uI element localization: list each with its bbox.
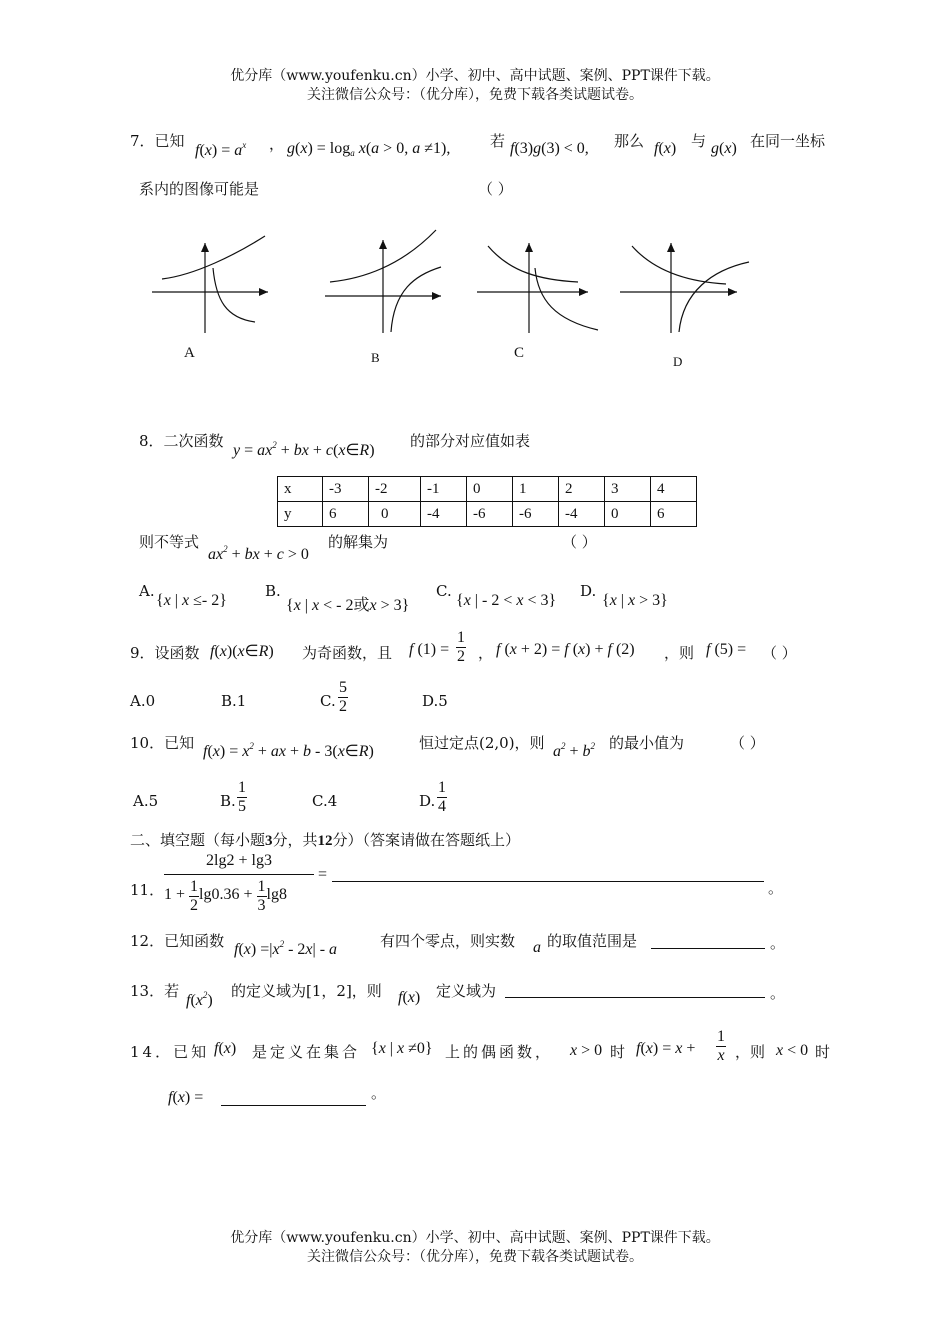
q8-option-d-label: D. [580,582,597,600]
q10-option-c: C.4 [312,792,338,810]
q10-desc2: 的最小值为 [609,734,685,752]
q13-fx: f(x) [398,989,421,1006]
q7-answer-paren: （ ） [478,180,513,198]
q7-fx: f(x) [654,140,677,157]
q9-f5: f (5) = [706,641,747,658]
q9-option-d: D.5 [422,692,448,710]
q10-number: 10．已知 [130,734,195,752]
graph-d-log-curve [679,262,749,332]
table-cell: -1 [421,477,467,502]
table-cell: -3 [323,477,369,502]
q9-desc: 为奇函数，且 [302,644,393,662]
q13-answer-blank[interactable] [505,983,765,998]
graph-a [152,236,268,333]
q10-option-d-frac: $\frac{1}{4}$ [438,779,446,815]
header-line-1: 优分库（www.youfenku.cn）小学、初中、高中试题、案例、PPT课件下载。 [230,68,720,84]
q12-desc: 有四个零点，则实数 [380,932,516,950]
q9-number: 9．设函数 [130,644,200,662]
q11-equals: = [318,866,328,883]
q14-xneg: x < 0 [776,1042,809,1059]
q9-comma: ， [478,644,494,662]
q7-line2: 系内的图像可能是 [139,180,260,198]
footer-line-1: 优分库（www.youfenku.cn）小学、初中、高中试题、案例、PPT课件下载。 [230,1230,720,1246]
q10-function: $f(x) = x^2$ + ax + b - 3(x∈R) [203,741,374,760]
q8-option-a: {x | x ≤- 2} [156,592,227,609]
q9-option-a: A.0 [130,692,156,710]
graph-d-exp-curve [632,246,726,284]
q13-desc: 的定义域为[1，2]，则 [231,982,382,1000]
q7-name: 那么 [614,132,645,150]
table-cell: 3 [605,477,651,502]
section2-title: 二、填空题（每小题3分，共12分）（答案请做在答题纸上） [130,831,521,849]
q13-desc2: 定义域为 [436,982,497,1000]
q11-number: 11． [130,881,165,899]
table-header-x: x [278,477,323,502]
table-cell: -6 [467,502,513,527]
q12-number: 12．已知函数 [130,932,225,950]
table-cell: 2 [559,477,605,502]
q14-def: f(x) = x + [636,1040,696,1057]
q8-inequality: $ax^2$ + bx + c > 0 [208,544,309,563]
q7-condition: f(3)g(3) < 0, [510,140,589,157]
table-cell: 6 [323,502,369,527]
q9-f1: f (1) = [409,641,450,658]
q11-answer-blank[interactable] [332,867,764,882]
q14-set: {x | x ≠0} [371,1040,433,1057]
q14-end: 。 [371,1084,387,1102]
table-header-y: y [278,502,323,527]
q10-option-b-frac: $\frac{1}{5}$ [238,779,246,815]
table-cell: -2 [369,477,421,502]
q10-desc: 恒过定点(2,0)，则 [419,734,545,752]
q12-a: a [533,939,541,956]
graph-c-label: C [514,345,525,361]
table-cell: 1 [513,477,559,502]
table-cell: -4 [421,502,467,527]
q8-option-c: {x | - 2 < x < 3} [456,592,557,609]
graph-b-log-curve [391,267,441,332]
q8-line2-tail: 的解集为 [328,533,389,551]
q10-option-a: A.5 [133,792,159,810]
graph-b [325,230,441,333]
q7-tail: 在同一坐标 [750,132,826,150]
graph-c-exp-curve [488,246,578,282]
q13-fx2: $f(x^2)$ [186,990,213,1009]
q14-number: 14．已知 [130,1043,210,1061]
q9-ze: ，则 [664,644,695,662]
q10-answer-paren: （ ） [730,734,765,752]
q14-answer-fx: f(x) = [168,1089,204,1106]
q14-answer-blank[interactable] [221,1091,366,1106]
q8-answer-paren: （ ） [562,533,597,551]
q9-option-c-label: C. [320,692,336,710]
q14-desc2: 上的偶函数， [445,1043,554,1061]
graph-c [477,243,598,333]
q8-option-c-label: C. [436,582,452,600]
graph-d [620,243,749,333]
q8-number: 8．二次函数 [139,432,224,450]
table-cell: 0 [605,502,651,527]
q14-desc: 是定义在集合 [252,1043,361,1061]
q9-option-c-frac: $\frac{5}{2}$ [339,679,347,715]
q14-ze: ，则 [735,1043,766,1061]
q7-f-def: $f(x) = a^x$ [195,140,247,159]
q13-end: 。 [770,984,786,1002]
q11-denominator: 1 + $\frac{1}{2}$ lg0.36 + $\frac{1}{3}$ lg8 [164,878,287,914]
graph-a-label: A [184,345,195,361]
q7-yu: 与 [691,132,707,150]
q8-desc: 的部分对应值如表 [410,432,531,450]
table-cell: 6 [651,502,697,527]
table-cell: -4 [559,502,605,527]
table-cell: -6 [513,502,559,527]
q11-end: 。 [768,879,784,897]
q14-xpos: x > 0 [570,1042,603,1059]
q9-answer-paren: （ ） [762,644,797,662]
q12-end: 。 [770,934,786,952]
graph-b-label: B [371,350,380,365]
q8-option-b: {x | x < - 2或x > 3} [286,597,410,614]
q8-option-d: {x | x > 3} [602,592,668,609]
table-cell: 0 [467,477,513,502]
q12-desc2: 的取值范围是 [547,932,638,950]
q7-number: 7．已知 [130,132,185,150]
graph-a-log-curve [213,268,255,322]
q10-option-d-label: D. [419,792,436,810]
q14-shi1: 时 [610,1043,626,1061]
q10-option-b-label: B. [220,792,236,810]
q8-value-table [277,476,697,527]
q8-option-a-label: A. [139,582,155,600]
q12-answer-blank[interactable] [651,934,765,949]
q7-ruo: 若 [490,132,506,150]
q7-graphs [0,0,950,380]
q7-comma: ， [269,135,285,153]
q9-recurrence: f (x + 2) = f (x) + f (2) [496,641,635,658]
q7-gx: g(x) [711,140,737,157]
q8-function: $y = ax^2$ + bx + c(x∈R) [233,440,375,459]
table-row [278,477,697,502]
q14-fx: f(x) [214,1040,237,1057]
footer-line-2: 关注微信公众号：（优分库），免费下载各类试题试卷。 [307,1249,643,1265]
q13-number: 13．若 [130,982,180,1000]
table-row [278,502,697,527]
q10-expr: $a^2 + b^2$ [553,741,596,760]
q9-half: $\frac{1}{2}$ [457,629,465,665]
q9-option-b: B.1 [221,692,247,710]
table-cell: 0 [369,502,421,527]
header-line-2: 关注微信公众号：（优分库），免费下载各类试题试卷。 [307,87,643,103]
q14-frac: $\frac{1}{x}$ [717,1028,725,1064]
q7-g-def: $g(x) = \log_a x(a > 0$, a ≠1), [287,140,451,158]
q8-line2: 则不等式 [139,533,200,551]
graph-d-label: D [673,354,683,369]
q9-fx: f(x)(x∈R) [210,643,274,660]
q11-numerator: 2lg2 + lg3 [164,852,314,875]
q14-shi2: 时 [815,1043,831,1061]
q12-function: $f(x) =|x^2 - 2x| - a$ [234,939,338,958]
q8-option-b-label: B. [265,582,281,600]
table-cell: 4 [651,477,697,502]
